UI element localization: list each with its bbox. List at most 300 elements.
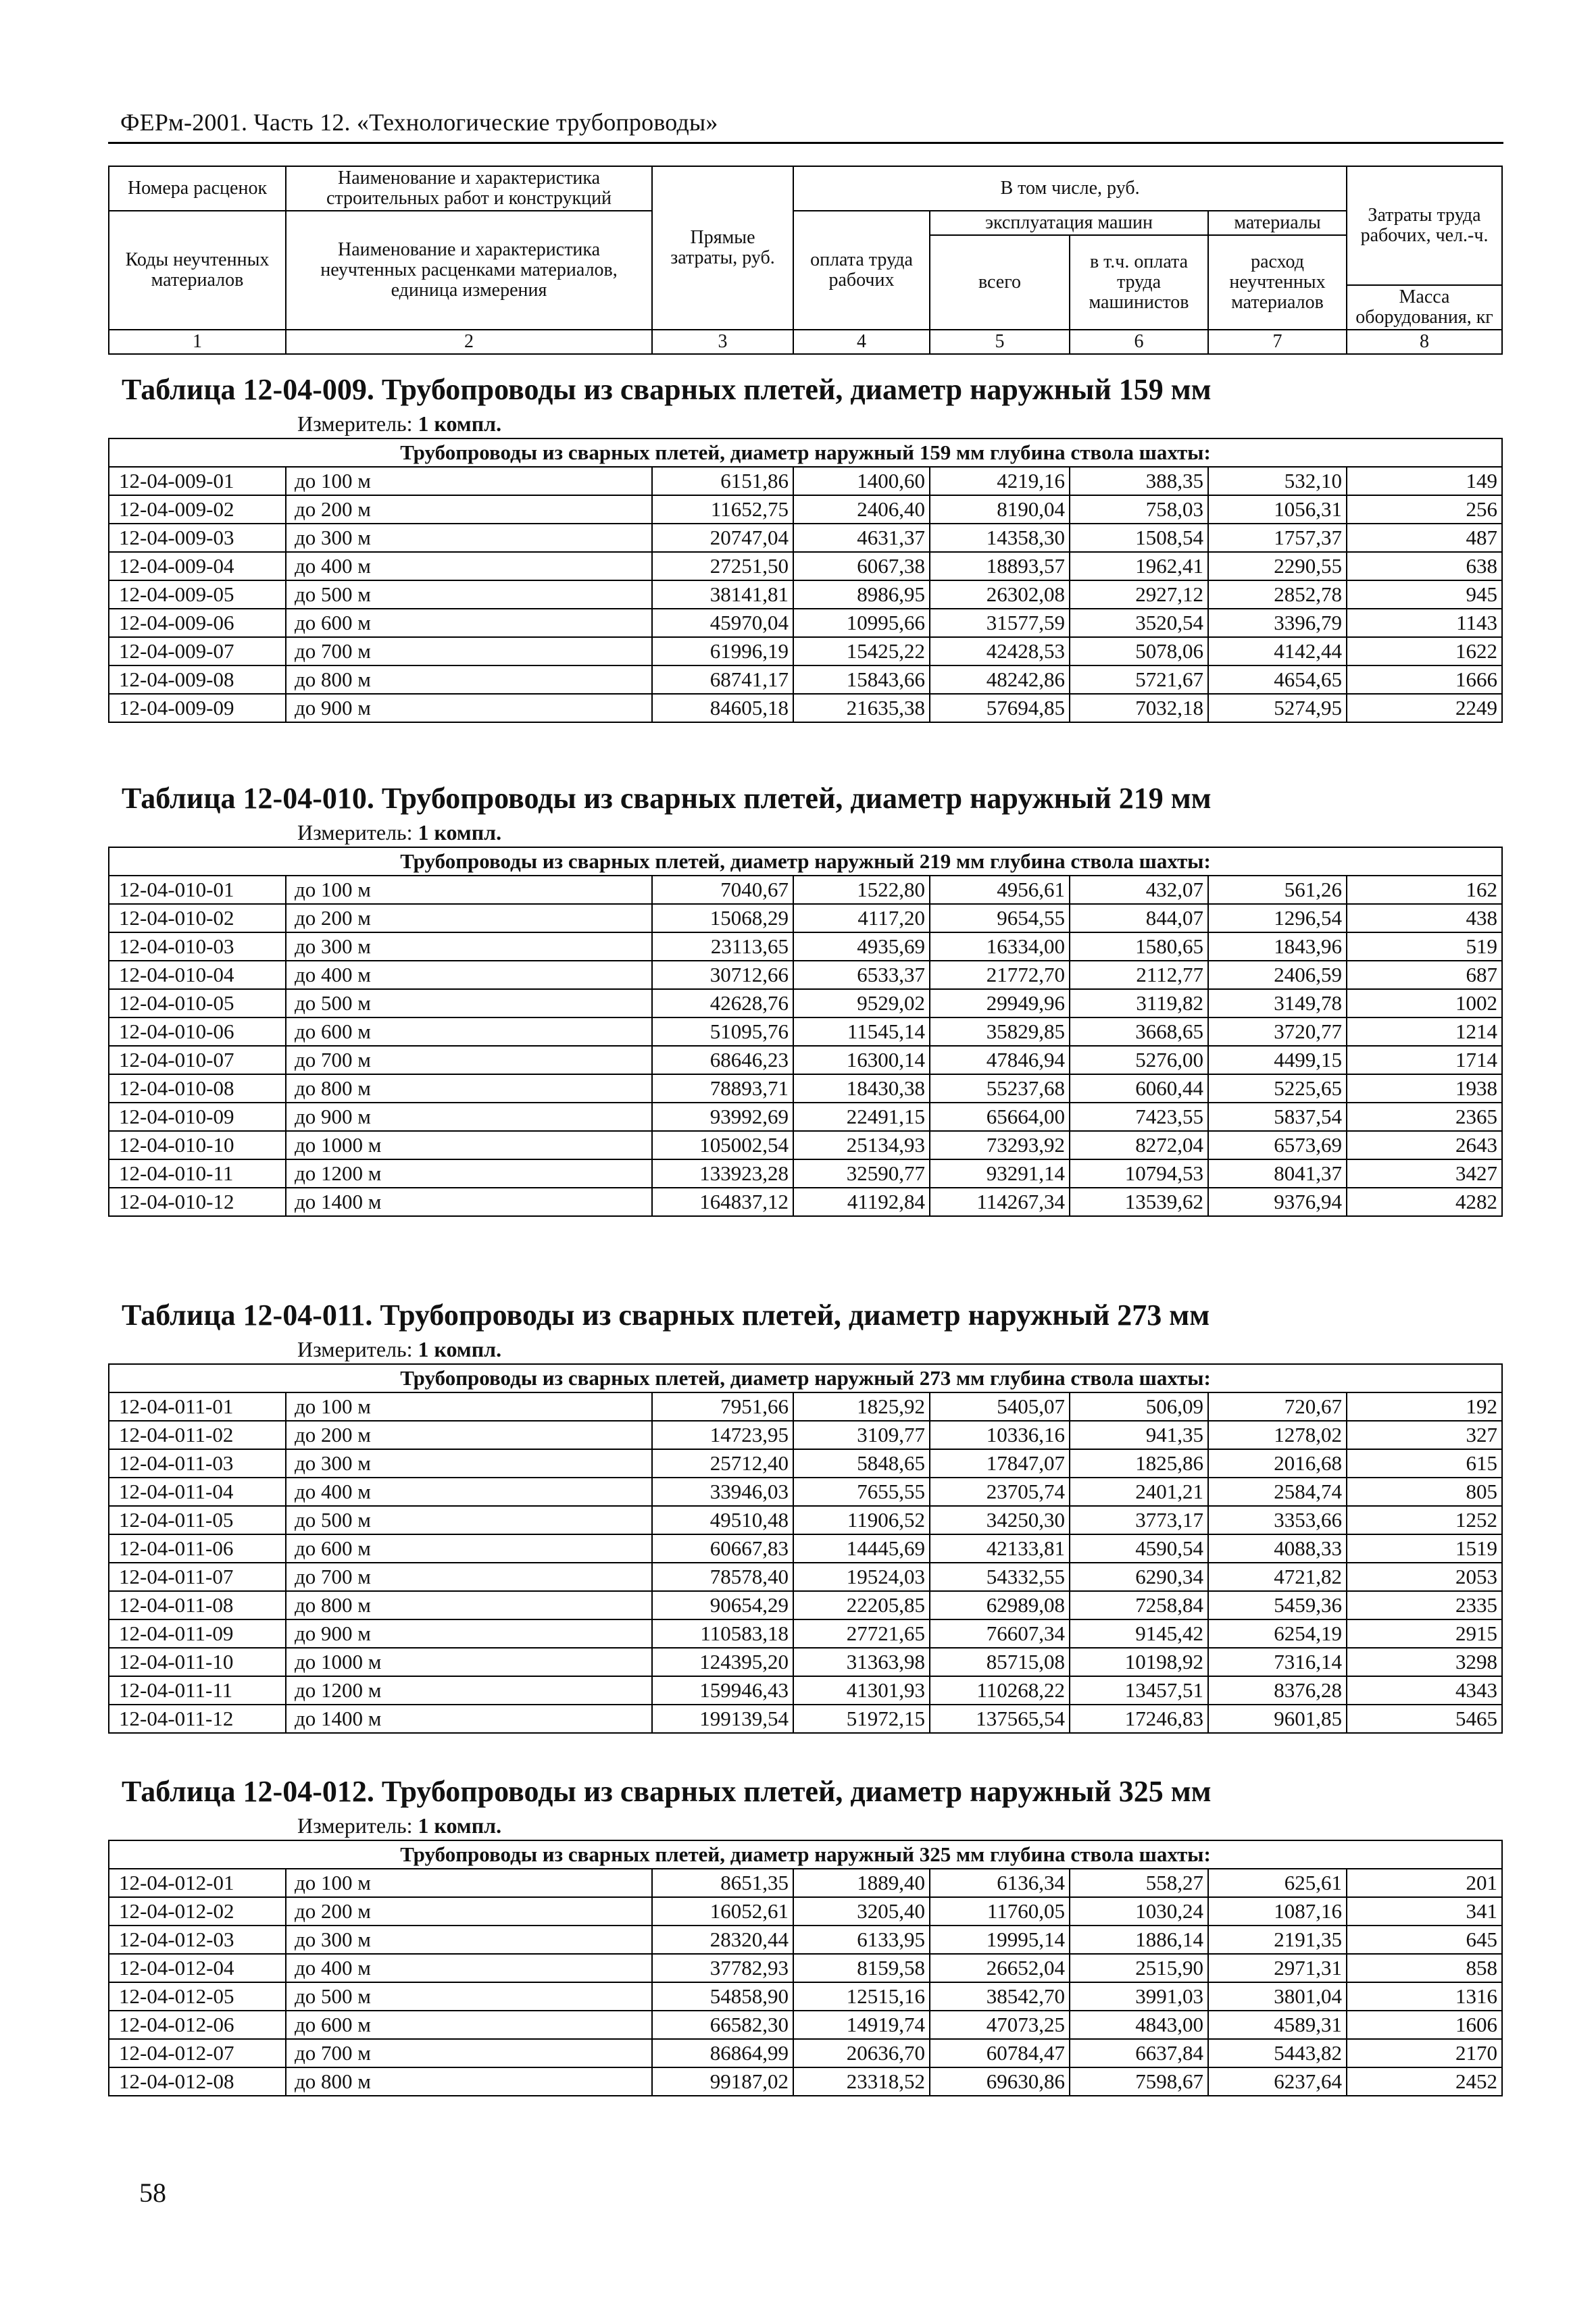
wage-cost: 14919,74	[793, 2011, 930, 2039]
work-name: до 300 м	[286, 524, 652, 552]
work-name: до 300 м	[286, 932, 652, 961]
table-subtitle: Трубопроводы из сварных плетей, диаметр наружный 219 мм глубина ствола шахты:	[109, 847, 1502, 876]
header-materials: материалы	[1208, 211, 1347, 235]
header-materials-unaccounted: расход неучтенных материалов	[1208, 235, 1347, 330]
machines-total: 54332,55	[930, 1563, 1070, 1591]
labor-hours: 3427	[1347, 1159, 1502, 1188]
materials-cost: 9601,85	[1208, 1705, 1347, 1733]
machines-total: 69630,86	[930, 2067, 1070, 2096]
work-name: до 800 м	[286, 1591, 652, 1619]
header-labor: Затраты труда рабочих, чел.-ч.	[1347, 166, 1502, 285]
machines-total: 18893,57	[930, 552, 1070, 580]
work-name: до 900 м	[286, 1619, 652, 1648]
unit-label: Измеритель:	[297, 820, 413, 845]
wage-cost: 1522,80	[793, 876, 930, 904]
wage-cost: 4117,20	[793, 904, 930, 932]
wage-cost: 3109,77	[793, 1421, 930, 1449]
wage-cost: 5848,65	[793, 1449, 930, 1478]
wage-cost: 15843,66	[793, 665, 930, 694]
rate-code: 12-04-012-06	[109, 2011, 286, 2039]
rate-code: 12-04-010-11	[109, 1159, 286, 1188]
rate-code: 12-04-012-02	[109, 1897, 286, 1926]
column-number: 4	[793, 330, 930, 354]
price-table-section	[108, 370, 1503, 723]
wage-cost: 41192,84	[793, 1188, 930, 1216]
rate-code: 12-04-009-02	[109, 495, 286, 524]
header-wage: оплата труда рабочих	[793, 211, 930, 330]
work-name: до 400 м	[286, 961, 652, 989]
running-head: ФЕРм-2001. Часть 12. «Технологические трубопроводы»	[120, 109, 718, 136]
rate-code: 12-04-011-09	[109, 1619, 286, 1648]
machinists-wage: 3119,82	[1070, 989, 1208, 1017]
table-row	[109, 1392, 1502, 1421]
machines-total: 26652,04	[930, 1954, 1070, 1982]
direct-costs: 42628,76	[652, 989, 793, 1017]
labor-hours: 4343	[1347, 1676, 1502, 1705]
work-name: до 500 м	[286, 580, 652, 609]
direct-costs: 78578,40	[652, 1563, 793, 1591]
materials-cost: 561,26	[1208, 876, 1347, 904]
materials-cost: 5443,82	[1208, 2039, 1347, 2067]
table-row	[109, 580, 1502, 609]
materials-cost: 2016,68	[1208, 1449, 1347, 1478]
machines-total: 16334,00	[930, 932, 1070, 961]
table-title: Таблица 12-04-011. Трубопроводы из сварных плетей, диаметр наружный 273 мм	[122, 1299, 1210, 1332]
column-number: 3	[652, 330, 793, 354]
labor-hours: 149	[1347, 467, 1502, 495]
wage-cost: 41301,93	[793, 1676, 930, 1705]
labor-hours: 1666	[1347, 665, 1502, 694]
table-unit	[297, 1811, 1503, 1840]
work-name: до 700 м	[286, 1563, 652, 1591]
work-name: до 1400 м	[286, 1705, 652, 1733]
column-number: 5	[930, 330, 1070, 354]
column-number: 2	[286, 330, 652, 354]
machinists-wage: 3668,65	[1070, 1017, 1208, 1046]
machinists-wage: 13457,51	[1070, 1676, 1208, 1705]
unit-value: 1 компл.	[418, 1337, 502, 1361]
column-number: 6	[1070, 330, 1208, 354]
header-machines: эксплуатация машин	[930, 211, 1208, 235]
table-title: Таблица 12-04-009. Трубопроводы из сварных плетей, диаметр наружный 159 мм	[122, 373, 1212, 406]
table-row	[109, 1159, 1502, 1188]
unit-value: 1 компл.	[418, 820, 502, 845]
unit-value: 1 компл.	[418, 411, 502, 436]
labor-hours: 2053	[1347, 1563, 1502, 1591]
table-subtitle: Трубопроводы из сварных плетей, диаметр наружный 273 мм глубина ствола шахты:	[109, 1364, 1502, 1392]
rate-code: 12-04-012-05	[109, 1982, 286, 2011]
table-row	[109, 1591, 1502, 1619]
work-name: до 600 м	[286, 1017, 652, 1046]
labor-hours: 945	[1347, 580, 1502, 609]
materials-cost: 1296,54	[1208, 904, 1347, 932]
wage-cost: 21635,38	[793, 694, 930, 722]
header-direct-costs: Прямые затраты, руб.	[652, 166, 793, 330]
rate-code: 12-04-009-09	[109, 694, 286, 722]
labor-hours: 1252	[1347, 1506, 1502, 1534]
table-row	[109, 2011, 1502, 2039]
labor-hours: 638	[1347, 552, 1502, 580]
table-row	[109, 2067, 1502, 2096]
machines-total: 11760,05	[930, 1897, 1070, 1926]
materials-cost: 8041,37	[1208, 1159, 1347, 1188]
direct-costs: 15068,29	[652, 904, 793, 932]
direct-costs: 11652,75	[652, 495, 793, 524]
machines-total: 42428,53	[930, 637, 1070, 665]
work-name: до 400 м	[286, 552, 652, 580]
work-name: до 1200 м	[286, 1159, 652, 1188]
table-row	[109, 1954, 1502, 1982]
machinists-wage: 1886,14	[1070, 1926, 1208, 1954]
labor-hours: 1214	[1347, 1017, 1502, 1046]
work-name: до 100 м	[286, 1392, 652, 1421]
rate-code: 12-04-011-10	[109, 1648, 286, 1676]
work-name: до 700 м	[286, 637, 652, 665]
machinists-wage: 3773,17	[1070, 1506, 1208, 1534]
machines-total: 47073,25	[930, 2011, 1070, 2039]
machines-total: 4956,61	[930, 876, 1070, 904]
rate-code: 12-04-010-06	[109, 1017, 286, 1046]
table-row	[109, 1188, 1502, 1216]
machines-total: 26302,08	[930, 580, 1070, 609]
machines-total: 14358,30	[930, 524, 1070, 552]
materials-cost: 4654,65	[1208, 665, 1347, 694]
work-name: до 900 м	[286, 1103, 652, 1131]
materials-cost: 6573,69	[1208, 1131, 1347, 1159]
work-name: до 400 м	[286, 1954, 652, 1982]
labor-hours: 1143	[1347, 609, 1502, 637]
table-row	[109, 637, 1502, 665]
direct-costs: 68741,17	[652, 665, 793, 694]
machinists-wage: 10794,53	[1070, 1159, 1208, 1188]
machinists-wage: 9145,42	[1070, 1619, 1208, 1648]
machines-total: 55237,68	[930, 1074, 1070, 1103]
materials-cost: 2852,78	[1208, 580, 1347, 609]
direct-costs: 159946,43	[652, 1676, 793, 1705]
machines-total: 9654,55	[930, 904, 1070, 932]
rate-code: 12-04-010-03	[109, 932, 286, 961]
rate-code: 12-04-011-08	[109, 1591, 286, 1619]
rate-code: 12-04-009-06	[109, 609, 286, 637]
table-row	[109, 989, 1502, 1017]
wage-cost: 6133,95	[793, 1926, 930, 1954]
labor-hours: 256	[1347, 495, 1502, 524]
labor-hours: 2365	[1347, 1103, 1502, 1131]
wage-cost: 25134,93	[793, 1131, 930, 1159]
machinists-wage: 2112,77	[1070, 961, 1208, 989]
materials-cost: 4088,33	[1208, 1534, 1347, 1563]
rate-code: 12-04-009-07	[109, 637, 286, 665]
materials-cost: 2406,59	[1208, 961, 1347, 989]
direct-costs: 6151,86	[652, 467, 793, 495]
labor-hours: 438	[1347, 904, 1502, 932]
unit-label: Измеритель:	[297, 411, 413, 436]
table-row	[109, 1619, 1502, 1648]
wage-cost: 23318,52	[793, 2067, 930, 2096]
direct-costs: 133923,28	[652, 1159, 793, 1188]
wage-cost: 11906,52	[793, 1506, 930, 1534]
work-name: до 200 м	[286, 495, 652, 524]
materials-cost: 1087,16	[1208, 1897, 1347, 1926]
machinists-wage: 2927,12	[1070, 580, 1208, 609]
materials-cost: 5225,65	[1208, 1074, 1347, 1103]
wage-cost: 22205,85	[793, 1591, 930, 1619]
table-row	[109, 1926, 1502, 1954]
rate-code: 12-04-012-03	[109, 1926, 286, 1954]
table-row	[109, 1676, 1502, 1705]
materials-cost: 532,10	[1208, 467, 1347, 495]
direct-costs: 110583,18	[652, 1619, 793, 1648]
table-row	[109, 665, 1502, 694]
rate-code: 12-04-010-01	[109, 876, 286, 904]
table-row	[109, 2039, 1502, 2067]
rate-code: 12-04-010-04	[109, 961, 286, 989]
work-name: до 800 м	[286, 1074, 652, 1103]
machines-total: 137565,54	[930, 1705, 1070, 1733]
unit-value: 1 компл.	[418, 1813, 502, 1838]
wage-cost: 4935,69	[793, 932, 930, 961]
column-number: 1	[109, 330, 286, 354]
labor-hours: 3298	[1347, 1648, 1502, 1676]
direct-costs: 78893,71	[652, 1074, 793, 1103]
wage-cost: 2406,40	[793, 495, 930, 524]
machinists-wage: 1825,86	[1070, 1449, 1208, 1478]
machinists-wage: 1962,41	[1070, 552, 1208, 580]
price-table-section	[108, 779, 1503, 1217]
rate-code: 12-04-011-01	[109, 1392, 286, 1421]
materials-cost: 4721,82	[1208, 1563, 1347, 1591]
rate-code: 12-04-009-04	[109, 552, 286, 580]
materials-cost: 5459,36	[1208, 1591, 1347, 1619]
machinists-wage: 17246,83	[1070, 1705, 1208, 1733]
rate-code: 12-04-010-07	[109, 1046, 286, 1074]
table-row	[109, 1534, 1502, 1563]
rate-code: 12-04-011-04	[109, 1478, 286, 1506]
machines-total: 57694,85	[930, 694, 1070, 722]
column-number: 7	[1208, 330, 1347, 354]
direct-costs: 84605,18	[652, 694, 793, 722]
direct-costs: 7040,67	[652, 876, 793, 904]
machinists-wage: 432,07	[1070, 876, 1208, 904]
machines-total: 114267,34	[930, 1188, 1070, 1216]
machinists-wage: 13539,62	[1070, 1188, 1208, 1216]
machinists-wage: 8272,04	[1070, 1131, 1208, 1159]
page-number: 58	[139, 2178, 166, 2208]
direct-costs: 14723,95	[652, 1421, 793, 1449]
direct-costs: 8651,35	[652, 1869, 793, 1897]
labor-hours: 858	[1347, 1954, 1502, 1982]
table-row	[109, 932, 1502, 961]
wage-cost: 31363,98	[793, 1648, 930, 1676]
table-row	[109, 1046, 1502, 1074]
machines-total: 29949,96	[930, 989, 1070, 1017]
materials-cost: 4499,15	[1208, 1046, 1347, 1074]
rate-code: 12-04-012-07	[109, 2039, 286, 2067]
direct-costs: 20747,04	[652, 524, 793, 552]
header-machines-wage: в т.ч. оплата труда машинистов	[1070, 235, 1208, 330]
labor-hours: 615	[1347, 1449, 1502, 1478]
table-row	[109, 1103, 1502, 1131]
wage-cost: 3205,40	[793, 1897, 930, 1926]
machines-total: 110268,22	[930, 1676, 1070, 1705]
work-name: до 700 м	[286, 1046, 652, 1074]
machinists-wage: 1508,54	[1070, 524, 1208, 552]
table-title: Таблица 12-04-010. Трубопроводы из сварных плетей, диаметр наружный 219 мм	[122, 782, 1212, 815]
machines-total: 17847,07	[930, 1449, 1070, 1478]
labor-hours: 1622	[1347, 637, 1502, 665]
direct-costs: 51095,76	[652, 1017, 793, 1046]
header-codes-top: Номера расценок	[109, 166, 286, 211]
direct-costs: 124395,20	[652, 1648, 793, 1676]
machinists-wage: 6290,34	[1070, 1563, 1208, 1591]
work-name: до 100 м	[286, 1869, 652, 1897]
rate-code: 12-04-012-08	[109, 2067, 286, 2096]
work-name: до 500 м	[286, 1506, 652, 1534]
table-row	[109, 1897, 1502, 1926]
table-row	[109, 467, 1502, 495]
machinists-wage: 7598,67	[1070, 2067, 1208, 2096]
rate-code: 12-04-011-12	[109, 1705, 286, 1733]
wage-cost: 9529,02	[793, 989, 930, 1017]
materials-cost: 2290,55	[1208, 552, 1347, 580]
machinists-wage: 4843,00	[1070, 2011, 1208, 2039]
machinists-wage: 5721,67	[1070, 665, 1208, 694]
table-unit	[297, 1335, 1503, 1363]
rate-code: 12-04-012-01	[109, 1869, 286, 1897]
materials-cost: 3801,04	[1208, 1982, 1347, 2011]
machines-total: 5405,07	[930, 1392, 1070, 1421]
materials-cost: 4142,44	[1208, 637, 1347, 665]
unit-label: Измеритель:	[297, 1813, 413, 1838]
price-table	[108, 1840, 1503, 2096]
labor-hours: 2452	[1347, 2067, 1502, 2096]
column-header-table	[108, 166, 1503, 355]
labor-hours: 2170	[1347, 2039, 1502, 2067]
labor-hours: 1316	[1347, 1982, 1502, 2011]
direct-costs: 60667,83	[652, 1534, 793, 1563]
table-subtitle: Трубопроводы из сварных плетей, диаметр наружный 325 мм глубина ствола шахты:	[109, 1840, 1502, 1869]
table-row	[109, 961, 1502, 989]
price-table	[108, 438, 1503, 723]
wage-cost: 8986,95	[793, 580, 930, 609]
table-row	[109, 1421, 1502, 1449]
header-codes-bottom: Коды неучтенных материалов	[109, 211, 286, 330]
machinists-wage: 7032,18	[1070, 694, 1208, 722]
header-names-top: Наименование и характеристика строительных работ и конструкций	[286, 166, 652, 211]
price-table-section	[108, 1772, 1503, 2096]
machines-total: 31577,59	[930, 609, 1070, 637]
rate-code: 12-04-009-03	[109, 524, 286, 552]
table-row	[109, 1449, 1502, 1478]
direct-costs: 37782,93	[652, 1954, 793, 1982]
machinists-wage: 7423,55	[1070, 1103, 1208, 1131]
work-name: до 500 м	[286, 989, 652, 1017]
materials-cost: 5837,54	[1208, 1103, 1347, 1131]
direct-costs: 27251,50	[652, 552, 793, 580]
labor-hours: 1714	[1347, 1046, 1502, 1074]
materials-cost: 2191,35	[1208, 1926, 1347, 1954]
machines-total: 21772,70	[930, 961, 1070, 989]
wage-cost: 11545,14	[793, 1017, 930, 1046]
wage-cost: 22491,15	[793, 1103, 930, 1131]
direct-costs: 49510,48	[652, 1506, 793, 1534]
machines-total: 23705,74	[930, 1478, 1070, 1506]
rate-code: 12-04-010-02	[109, 904, 286, 932]
labor-hours: 2249	[1347, 694, 1502, 722]
wage-cost: 4631,37	[793, 524, 930, 552]
materials-cost: 6237,64	[1208, 2067, 1347, 2096]
rate-code: 12-04-010-10	[109, 1131, 286, 1159]
wage-cost: 18430,38	[793, 1074, 930, 1103]
machinists-wage: 4590,54	[1070, 1534, 1208, 1563]
labor-hours: 687	[1347, 961, 1502, 989]
labor-hours: 2915	[1347, 1619, 1502, 1648]
machines-total: 10336,16	[930, 1421, 1070, 1449]
labor-hours: 519	[1347, 932, 1502, 961]
wage-cost: 12515,16	[793, 1982, 930, 2011]
work-name: до 800 м	[286, 2067, 652, 2096]
materials-cost: 3149,78	[1208, 989, 1347, 1017]
materials-cost: 7316,14	[1208, 1648, 1347, 1676]
work-name: до 600 м	[286, 1534, 652, 1563]
column-number: 8	[1347, 330, 1502, 354]
direct-costs: 33946,03	[652, 1478, 793, 1506]
materials-cost: 720,67	[1208, 1392, 1347, 1421]
machinists-wage: 1580,65	[1070, 932, 1208, 961]
table-row	[109, 524, 1502, 552]
machinists-wage: 758,03	[1070, 495, 1208, 524]
machines-total: 48242,86	[930, 665, 1070, 694]
table-subtitle-row	[109, 1364, 1502, 1392]
direct-costs: 164837,12	[652, 1188, 793, 1216]
machinists-wage: 2515,90	[1070, 1954, 1208, 1982]
materials-cost: 1278,02	[1208, 1421, 1347, 1449]
labor-hours: 1519	[1347, 1534, 1502, 1563]
wage-cost: 7655,55	[793, 1478, 930, 1506]
materials-cost: 9376,94	[1208, 1188, 1347, 1216]
wage-cost: 16300,14	[793, 1046, 930, 1074]
work-name: до 500 м	[286, 1982, 652, 2011]
wage-cost: 1889,40	[793, 1869, 930, 1897]
wage-cost: 1400,60	[793, 467, 930, 495]
work-name: до 100 м	[286, 876, 652, 904]
work-name: до 1000 м	[286, 1131, 652, 1159]
machines-total: 93291,14	[930, 1159, 1070, 1188]
materials-cost: 5274,95	[1208, 694, 1347, 722]
labor-hours: 1606	[1347, 2011, 1502, 2039]
materials-cost: 3396,79	[1208, 609, 1347, 637]
table-unit	[297, 818, 1503, 847]
wage-cost: 19524,03	[793, 1563, 930, 1591]
direct-costs: 93992,69	[652, 1103, 793, 1131]
labor-hours: 1938	[1347, 1074, 1502, 1103]
wage-cost: 6067,38	[793, 552, 930, 580]
price-table	[108, 847, 1503, 1217]
labor-hours: 805	[1347, 1478, 1502, 1506]
labor-hours: 1002	[1347, 989, 1502, 1017]
table-title: Таблица 12-04-012. Трубопроводы из сварных плетей, диаметр наружный 325 мм	[122, 1775, 1212, 1808]
rate-code: 12-04-009-01	[109, 467, 286, 495]
wage-cost: 8159,58	[793, 1954, 930, 1982]
table-row	[109, 495, 1502, 524]
direct-costs: 23113,65	[652, 932, 793, 961]
work-name: до 300 м	[286, 1926, 652, 1954]
work-name: до 400 м	[286, 1478, 652, 1506]
machinists-wage: 506,09	[1070, 1392, 1208, 1421]
machines-total: 42133,81	[930, 1534, 1070, 1563]
unit-label: Измеритель:	[297, 1337, 413, 1361]
rate-code: 12-04-011-06	[109, 1534, 286, 1563]
